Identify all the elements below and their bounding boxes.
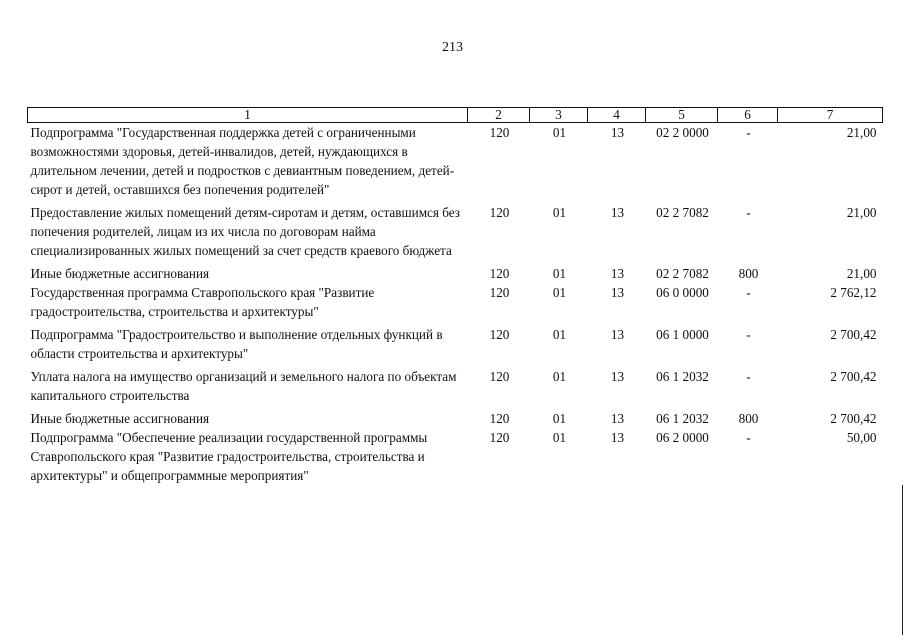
row-name: Подпрограмма "Градостроительство и выполнение отдельных функций в области строительства и архитектуры" [30, 327, 443, 361]
row-name: Иные бюджетные ассигнования [30, 266, 210, 281]
row-amount: 2 762,12 [830, 285, 877, 300]
row-code-5: 02 2 7082 [656, 205, 709, 220]
row-code-3: 01 [552, 430, 567, 445]
row-code-2: 120 [489, 369, 510, 384]
row-code-6: - [746, 327, 751, 342]
row-code-6: - [746, 285, 751, 300]
row-code-5: 06 1 0000 [656, 327, 709, 342]
row-code-2: 120 [489, 266, 510, 281]
row-code-4: 13 [610, 125, 625, 140]
table-row [28, 123, 883, 204]
header-col-3: 3 [530, 108, 588, 123]
row-amount: 21,00 [846, 205, 877, 220]
row-code-5: 02 2 0000 [656, 125, 709, 140]
row-code-3: 01 [552, 205, 567, 220]
row-amount: 2 700,42 [830, 327, 877, 342]
budget-table [27, 107, 883, 485]
row-amount: 21,00 [846, 266, 877, 281]
row-name: Предоставление жилых помещений детям-сиротам и детям, оставшимся без попечения родителей, лицам из их числа по договорам найма специализированных жилых помещений за счет средств краевого бюджета [30, 205, 461, 258]
row-name: Подпрограмма "Обеспечение реализации государственной программы Ставропольского края "Развитие градостроительства, строительства и архитектуры" и общепрограммные мероприятия" [30, 430, 428, 483]
row-amount: 2 700,42 [830, 411, 877, 426]
row-code-4: 13 [610, 369, 625, 384]
row-code-5: 06 0 0000 [656, 285, 709, 300]
row-code-6: - [746, 205, 751, 220]
row-code-6: - [746, 430, 751, 445]
table-row [28, 409, 883, 428]
header-col-7: 7 [778, 108, 883, 123]
scan-edge-line [902, 485, 903, 635]
header-col-4: 4 [588, 108, 646, 123]
row-code-5: 02 2 7082 [656, 266, 709, 281]
row-code-6: - [746, 369, 751, 384]
row-code-2: 120 [489, 205, 510, 220]
header-col-2: 2 [468, 108, 530, 123]
table-row [28, 325, 883, 367]
table-row [28, 367, 883, 409]
row-amount: 21,00 [846, 125, 877, 140]
row-amount: 50,00 [846, 430, 877, 445]
table-row [28, 283, 883, 325]
row-code-3: 01 [552, 125, 567, 140]
row-code-5: 06 1 2032 [656, 369, 709, 384]
header-col-1: 1 [28, 108, 468, 123]
table-row [28, 203, 883, 264]
row-code-2: 120 [489, 327, 510, 342]
row-name: Подпрограмма "Государственная поддержка детей с ограниченными возможностями здоровья, детей-инвалидов, детей, нуждающихся в длительном лечении, детей и подростков с девиантным поведением, детей-сирот и детей, оставшихся без попечения родителей" [30, 125, 455, 197]
row-code-3: 01 [552, 369, 567, 384]
row-code-6: 800 [738, 411, 759, 426]
row-code-3: 01 [552, 327, 567, 342]
row-code-4: 13 [610, 266, 625, 281]
header-col-5: 5 [646, 108, 718, 123]
table-header-row [28, 108, 883, 123]
table-row [28, 428, 883, 485]
row-code-3: 01 [552, 266, 567, 281]
row-code-4: 13 [610, 205, 625, 220]
row-code-3: 01 [552, 285, 567, 300]
row-code-2: 120 [489, 125, 510, 140]
row-code-4: 13 [610, 327, 625, 342]
row-code-5: 06 1 2032 [656, 411, 709, 426]
row-amount: 2 700,42 [830, 369, 877, 384]
page-number: 213 [442, 40, 463, 55]
row-code-2: 120 [489, 430, 510, 445]
row-name: Иные бюджетные ассигнования [30, 411, 210, 426]
row-code-3: 01 [552, 411, 567, 426]
row-code-4: 13 [610, 285, 625, 300]
row-code-2: 120 [489, 411, 510, 426]
table-row [28, 264, 883, 283]
row-code-5: 06 2 0000 [656, 430, 709, 445]
header-col-6: 6 [718, 108, 778, 123]
row-code-6: - [746, 125, 751, 140]
row-code-2: 120 [489, 285, 510, 300]
row-name: Государственная программа Ставропольского края "Развитие градостроительства, строительства и архитектуры" [30, 285, 375, 319]
row-code-4: 13 [610, 411, 625, 426]
row-code-6: 800 [738, 266, 759, 281]
row-name: Уплата налога на имущество организаций и земельного налога по объектам капитального строительства [30, 369, 457, 403]
row-code-4: 13 [610, 430, 625, 445]
